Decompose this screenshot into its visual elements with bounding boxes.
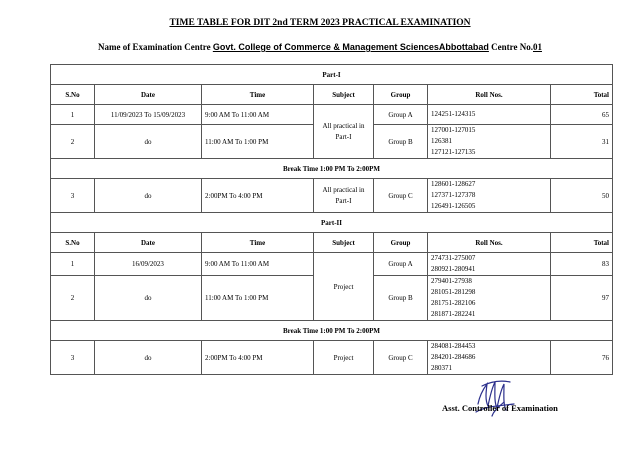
centre-suffix: Centre No. [488,42,533,52]
row-subject: Project [314,253,374,321]
row-total: 50 [551,179,613,213]
roll-range: 124251-124315 [431,110,476,118]
row-sno: 1 [51,253,95,276]
row-date: do [95,125,202,159]
part2-header-row [51,233,613,253]
table-row [51,105,613,125]
col-time: Time [202,85,314,105]
part1-heading-row [51,65,613,85]
row-date: do [95,276,202,321]
col-group: Group [374,85,428,105]
roll-range: 126381 [431,137,452,145]
centre-prefix: Name of Examination Centre [98,42,213,52]
col-subject: Subject [314,233,374,253]
row-sno: 3 [51,341,95,375]
roll-range: 127001-127015 [431,126,476,134]
row-total: 31 [551,125,613,159]
row-total: 76 [551,341,613,375]
row-group: Group A [374,253,428,276]
part2-heading: Part-II [51,213,613,233]
table-row [51,253,613,276]
row-group: Group C [374,179,428,213]
subject-line: All practical in [322,185,365,194]
row-sno: 2 [51,125,95,159]
row-rolls [428,179,551,213]
col-sno: S.No [51,233,95,253]
row-time: 2:00PM To 4:00 PM [202,341,314,375]
col-roll: Roll Nos. [428,85,551,105]
row-time: 11:00 AM To 1:00 PM [202,125,314,159]
break-row [51,159,613,179]
row-subject [314,179,374,213]
col-total: Total [551,85,613,105]
roll-range: 127121-127135 [431,148,476,156]
col-group: Group [374,233,428,253]
centre-name: Govt. College of Commerce & Management SciencesAbbottabad [212,42,489,52]
roll-range: 284081-284453 [431,342,476,350]
timetable [50,64,613,375]
row-time: 9:00 AM To 11:00 AM [202,253,314,276]
part2-heading-row [51,213,613,233]
roll-range: 281051-281298 [431,288,476,296]
row-sno: 3 [51,179,95,213]
roll-range: 281751-282106 [431,299,476,307]
row-date: do [95,179,202,213]
part1-header-row [51,85,613,105]
roll-range: 128601-128627 [431,180,476,188]
row-date: do [95,341,202,375]
subject-line: All practical in [322,121,365,130]
roll-range: 280921-280941 [431,265,476,273]
roll-range: 279401-27938 [431,277,472,285]
row-rolls [428,105,551,125]
col-date: Date [95,233,202,253]
signature-block [440,376,590,426]
col-total: Total [551,233,613,253]
row-rolls [428,125,551,159]
row-group: Group B [374,125,428,159]
centre-number: 01 [532,42,542,52]
break-time-text: Break Time 1:00 PM To 2:00PM [51,321,613,341]
row-sno: 1 [51,105,95,125]
row-date: 16/09/2023 [95,253,202,276]
roll-range: 126491-126505 [431,202,476,210]
row-total: 65 [551,105,613,125]
row-total: 83 [551,253,613,276]
subject-line: Part-I [335,196,352,205]
col-sno: S.No [51,85,95,105]
signature-label: Asst. Controller of Examination [442,403,558,413]
row-group: Group B [374,276,428,321]
subject-line: Part-I [335,132,352,141]
row-rolls [428,253,551,276]
exam-centre-line [0,42,640,52]
col-time: Time [202,233,314,253]
break-time-text: Break Time 1:00 PM To 2:00PM [51,159,613,179]
table-row [51,341,613,375]
break-row [51,321,613,341]
signature-scribble [470,376,520,420]
row-time: 11:00 AM To 1:00 PM [202,276,314,321]
roll-range: 127371-127378 [431,191,476,199]
row-group: Group A [374,105,428,125]
row-subject: Project [314,341,374,375]
row-time: 2:00PM To 4:00 PM [202,179,314,213]
table-row [51,179,613,213]
roll-range: 274731-275007 [431,254,476,262]
col-subject: Subject [314,85,374,105]
col-roll: Roll Nos. [428,233,551,253]
row-sno: 2 [51,276,95,321]
roll-range: 280371 [431,364,452,372]
roll-range: 284201-284686 [431,353,476,361]
row-rolls [428,341,551,375]
col-date: Date [95,85,202,105]
row-total: 97 [551,276,613,321]
row-rolls [428,276,551,321]
roll-range: 281871-282241 [431,310,476,318]
part1-heading: Part-I [51,65,613,85]
row-group: Group C [374,341,428,375]
page-title: TIME TABLE FOR DIT 2nd TERM 2023 PRACTICAL EXAMINATION [169,18,471,28]
row-time: 9:00 AM To 11:00 AM [202,105,314,125]
row-subject [314,105,374,159]
row-date: 11/09/2023 To 15/09/2023 [95,105,202,125]
